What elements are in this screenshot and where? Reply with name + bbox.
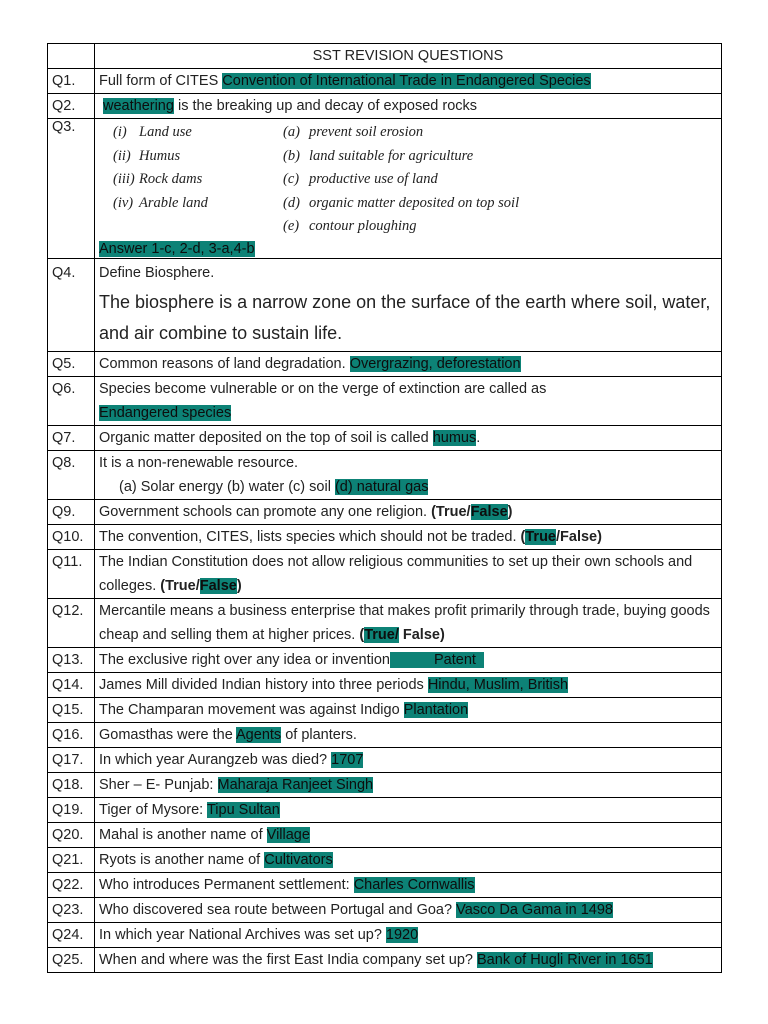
match-right-item: [283, 145, 583, 169]
question-number: Q9.: [48, 499, 95, 524]
question-row-22: [48, 872, 722, 897]
answer-highlight: [390, 652, 484, 668]
question-text: [95, 69, 722, 94]
question-body: The convention, CITES, lists species which should not be traded.: [99, 528, 521, 545]
question-text: [95, 747, 722, 772]
question-text: [95, 499, 722, 524]
question-body: Full form of CITES: [99, 73, 223, 89]
answer-highlight: False: [199, 577, 237, 594]
question-row-3: [48, 119, 722, 259]
question-text: [95, 425, 722, 450]
answer-text: Patent: [434, 651, 476, 668]
match-left-item: [113, 121, 283, 145]
question-number: Q19.: [48, 797, 95, 822]
question-number: Q8.: [48, 450, 95, 499]
question-text: [95, 847, 722, 872]
question-text: [95, 258, 722, 351]
choice-close: False): [398, 626, 445, 643]
choice-close: ): [236, 577, 242, 594]
answer-highlight: Plantation: [403, 701, 469, 718]
question-row-25: [48, 947, 722, 972]
question-row-18: [48, 772, 722, 797]
match-right-item: [283, 192, 583, 216]
question-text: [95, 947, 722, 972]
question-text: [95, 351, 722, 376]
question-number: Q10.: [48, 524, 95, 549]
item-label: (b): [283, 147, 300, 164]
choice-open: (: [520, 528, 526, 545]
question-row-6: [48, 376, 722, 425]
item-text: Land use: [139, 124, 192, 140]
question-number: Q24.: [48, 922, 95, 947]
answer-highlight: Maharaja Ranjeet Singh: [217, 776, 374, 793]
match-right-item: [283, 121, 583, 145]
item-label: (i): [113, 124, 127, 140]
question-number: Q20.: [48, 822, 95, 847]
question-row-12: [48, 598, 722, 647]
question-body: Sher – E- Punjab:: [99, 776, 218, 793]
question-tail: of planters.: [281, 726, 357, 743]
item-text: organic matter deposited on top soil: [309, 194, 520, 211]
title-row: [48, 44, 722, 69]
question-row-17: [48, 747, 722, 772]
sheet-title: SST REVISION QUESTIONS: [95, 44, 722, 69]
match-left-column: [113, 121, 283, 239]
question-text: [95, 450, 722, 499]
question-row-11: [48, 549, 722, 598]
question-row-20: [48, 822, 722, 847]
question-row-13: [48, 647, 722, 672]
answer-highlight: Agents: [236, 726, 282, 743]
item-text: Rock dams: [139, 171, 203, 187]
choice-close: ): [507, 503, 513, 520]
question-text: [95, 922, 722, 947]
answer-highlight: humus: [432, 429, 477, 446]
question-body: It is a non-renewable resource.: [99, 454, 299, 471]
question-number: Q18.: [48, 772, 95, 797]
question-text: [95, 872, 722, 897]
answer-highlight: Charles Cornwallis: [353, 876, 475, 893]
item-label: (iii): [113, 171, 135, 187]
question-body: is the breaking up and decay of exposed rocks: [173, 98, 478, 114]
match-right-item: [283, 215, 583, 239]
question-body: When and where was the first East India company set up?: [99, 951, 478, 968]
match-left-item: [113, 168, 283, 192]
question-row-23: [48, 897, 722, 922]
question-text: [95, 672, 722, 697]
question-number: Q21.: [48, 847, 95, 872]
question-number: Q2.: [48, 94, 95, 119]
question-text: [95, 598, 722, 647]
question-row-8: [48, 450, 722, 499]
question-row-21: [48, 847, 722, 872]
question-body: The Champaran movement was against Indigo: [99, 701, 404, 718]
question-text: [95, 647, 722, 672]
question-options: (a) Solar energy (b) water (c) soil: [119, 478, 335, 495]
answer-highlight: Cultivators: [264, 851, 333, 868]
question-row-15: [48, 697, 722, 722]
answer-highlight: Hindu, Muslim, British: [427, 676, 569, 693]
choice-open: (True/: [160, 577, 200, 594]
match-left-item: [113, 192, 283, 216]
question-text: [95, 697, 722, 722]
question-number: Q3.: [48, 119, 95, 259]
question-number: Q11.: [48, 549, 95, 598]
item-label: (d): [283, 194, 300, 211]
question-body: Gomasthas were the: [99, 726, 237, 743]
question-row-7: [48, 425, 722, 450]
answer-highlight: 1707: [331, 751, 364, 768]
question-body: Ryots is another name of: [99, 851, 265, 868]
answer-highlight: Convention of International Trade in Endangered Species: [222, 73, 591, 89]
question-body: In which year National Archives was set up?: [99, 926, 386, 943]
question-body: Species become vulnerable or on the verge of extinction are called as: [99, 380, 547, 397]
question-body: Mahal is another name of: [99, 826, 267, 843]
answer-highlight: False: [470, 503, 508, 520]
item-label: (ii): [113, 147, 131, 164]
answer-highlight: (d) natural gas: [334, 478, 429, 495]
question-text: [95, 772, 722, 797]
question-body: In which year Aurangzeb was died?: [99, 751, 332, 768]
question-row-14: [48, 672, 722, 697]
answer-highlight: Tipu Sultan: [206, 801, 280, 818]
question-text: [95, 524, 722, 549]
answer-highlight: True: [525, 528, 556, 545]
question-row-2: [48, 94, 722, 119]
question-body: The exclusive right over any idea or invention: [99, 651, 390, 668]
question-number: Q4.: [48, 258, 95, 351]
question-row-9: [48, 499, 722, 524]
question-body: Who discovered sea route between Portugal and Goa?: [99, 901, 457, 918]
question-body: Mercantile means a business enterprise that makes profit primarily through trade, buying goods cheap and selling them at higher prices.: [99, 602, 710, 643]
question-body: James Mill divided Indian history into three periods: [99, 676, 428, 693]
question-body: Define Biosphere.: [99, 264, 215, 281]
answer-highlight: weathering: [103, 98, 174, 114]
answer-highlight: Answer 1-c, 2-d, 3-a,4-b: [99, 240, 255, 257]
question-row-5: [48, 351, 722, 376]
item-text: Humus: [139, 147, 181, 164]
question-text: [95, 722, 722, 747]
question-row-10: [48, 524, 722, 549]
question-number: Q23.: [48, 897, 95, 922]
question-body: Government schools can promote any one religion.: [99, 503, 432, 520]
question-body: The Indian Constitution does not allow religious communities to set up their own schools and colleges.: [99, 553, 693, 594]
match-columns: [113, 121, 717, 239]
answer-highlight: True/: [364, 626, 399, 643]
question-text: [95, 797, 722, 822]
choice-open: (: [359, 626, 365, 643]
question-number: Q17.: [48, 747, 95, 772]
question-number: Q14.: [48, 672, 95, 697]
question-text: [95, 119, 722, 259]
question-number: Q12.: [48, 598, 95, 647]
answer-highlight: Vasco Da Gama in 1498: [456, 901, 613, 918]
question-text: [95, 897, 722, 922]
item-label: (iv): [113, 194, 134, 211]
choice-close: /False): [556, 528, 602, 545]
match-left-item: [113, 145, 283, 169]
match-right-column: [283, 121, 583, 239]
question-body: Common reasons of land degradation.: [99, 355, 350, 372]
item-text: prevent soil erosion: [309, 124, 424, 140]
answer-highlight: 1920: [385, 926, 419, 943]
question-number: Q22.: [48, 872, 95, 897]
question-text: [95, 549, 722, 598]
question-row-1: [48, 69, 722, 94]
question-number: Q25.: [48, 947, 95, 972]
question-tail: .: [476, 429, 481, 446]
answer-text: The biosphere is a narrow zone on the surface of the earth where soil, water, and air combine to sustain life.: [99, 291, 711, 343]
answer-highlight: Village: [266, 826, 310, 843]
question-row-16: [48, 722, 722, 747]
question-row-19: [48, 797, 722, 822]
question-number: Q6.: [48, 376, 95, 425]
item-label: (e): [283, 218, 300, 234]
item-text: productive use of land: [309, 171, 438, 187]
item-text: land suitable for agriculture: [309, 147, 474, 164]
choice-open: (True/: [431, 503, 471, 520]
question-number: Q15.: [48, 697, 95, 722]
question-number: Q13.: [48, 647, 95, 672]
revision-table: [47, 43, 722, 973]
title-num-cell: [48, 44, 95, 69]
match-right-item: [283, 168, 583, 192]
question-text: [95, 94, 722, 119]
question-body: Tiger of Mysore:: [99, 801, 207, 818]
question-body: Who introduces Permanent settlement:: [99, 876, 354, 893]
answer-highlight: Overgrazing, deforestation: [349, 355, 521, 372]
question-body: Organic matter deposited on the top of soil is called: [99, 429, 433, 446]
question-number: Q1.: [48, 69, 95, 94]
question-row-24: [48, 922, 722, 947]
answer-highlight: Endangered species: [99, 404, 232, 421]
item-label: (a): [283, 124, 300, 140]
question-number: Q5.: [48, 351, 95, 376]
item-label: (c): [283, 171, 300, 187]
question-number: Q7.: [48, 425, 95, 450]
item-text: Arable land: [139, 194, 208, 211]
item-text: contour ploughing: [309, 218, 417, 234]
question-number: Q16.: [48, 722, 95, 747]
answer-highlight: Bank of Hugli River in 1651: [477, 951, 653, 968]
question-text: [95, 376, 722, 425]
question-text: [95, 822, 722, 847]
question-row-4: [48, 258, 722, 351]
